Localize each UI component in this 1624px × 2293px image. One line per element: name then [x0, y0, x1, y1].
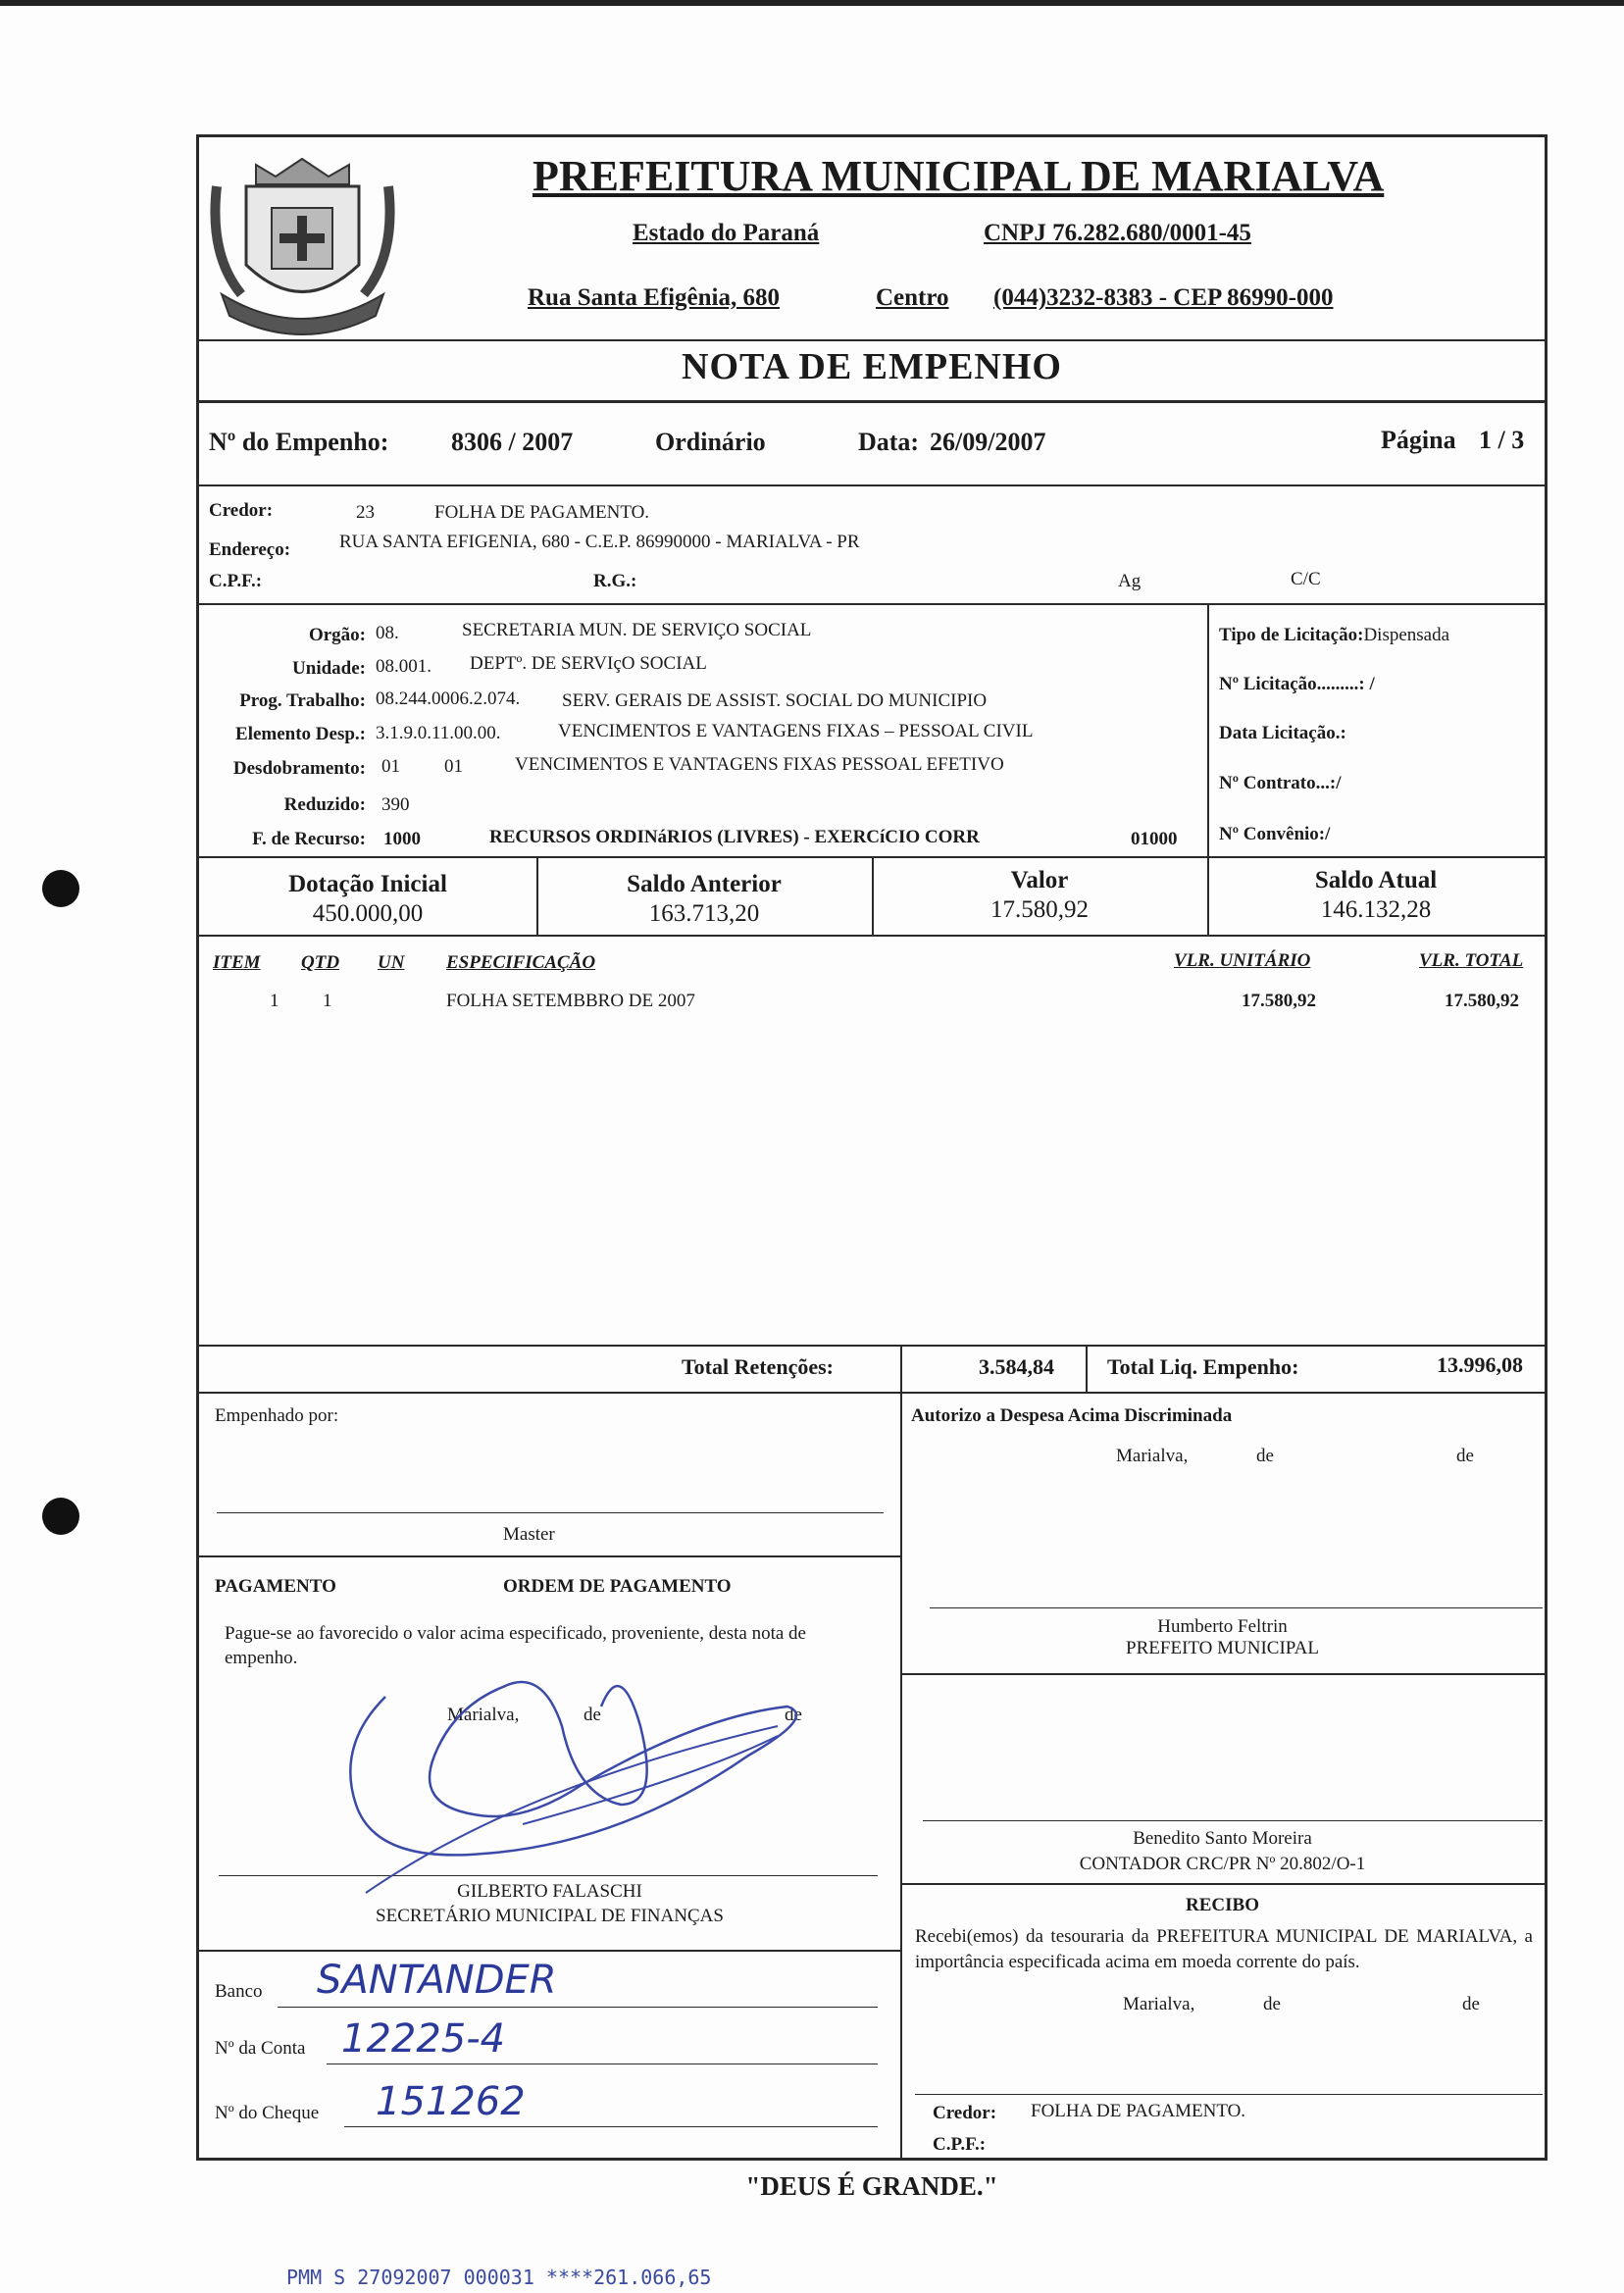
endereco-label: Endereço: — [209, 539, 291, 560]
desdobramento-name: VENCIMENTOS E VANTAGENS FIXAS PESSOAL EFETIVO — [515, 754, 1004, 775]
qtd-header: QTD — [301, 952, 340, 973]
recibo-text: Recebi(emos) da tesouraria da PREFEITURA MUNICIPAL DE MARIALVA, a importância especificada acima em moeda corrente do país. — [915, 1926, 1533, 1972]
municipal-coat-of-arms-icon — [207, 147, 398, 343]
ordem-pagamento-label: ORDEM DE PAGAMENTO — [503, 1576, 732, 1597]
autorizo-label: Autorizo a Despesa Acima Discriminada — [911, 1405, 1233, 1426]
bank-stamp: PMM S 27092007 000031 ****261.066,65 — [286, 2266, 712, 2289]
retencoes-value: 3.584,84 — [979, 1354, 1054, 1379]
empenho-date: 26/09/2007 — [930, 428, 1046, 456]
cheque-label: Nº do Cheque — [215, 2103, 320, 2123]
orgao-label: Orgão: — [308, 625, 366, 645]
empenho-number-label: Nº do Empenho: — [209, 428, 389, 456]
orgao-name: SECRETARIA MUN. DE SERVIÇO SOCIAL — [462, 620, 812, 640]
reduzido-label: Reduzido: — [283, 794, 366, 815]
reduzido-code: 390 — [381, 794, 410, 815]
page-number: 1 / 3 — [1479, 426, 1525, 454]
licitacao-number-label: Nº Licitação.........: / — [1219, 674, 1375, 694]
unidade-code: 08.001. — [376, 656, 431, 677]
vlr-total-header: VLR. TOTAL — [1419, 950, 1524, 971]
secretario-signature-icon — [327, 1667, 876, 1903]
recurso-label: F. de Recurso: — [252, 829, 366, 849]
vlr-unitario-header: VLR. UNITÁRIO — [1174, 950, 1311, 971]
footer-motto: "DEUS É GRANDE." — [745, 2171, 998, 2201]
divider — [199, 1345, 1545, 1347]
recurso-code: 1000 — [383, 829, 421, 849]
empenho-type: Ordinário — [655, 428, 766, 456]
pagamento-label: PAGAMENTO — [215, 1576, 336, 1597]
autorizo-city: Marialva, — [1116, 1446, 1189, 1466]
phone-cep-label: (044)3232-8383 - CEP 86990-000 — [993, 284, 1334, 311]
master-label: Master — [503, 1524, 555, 1545]
state-label: Estado do Paraná — [633, 220, 820, 246]
secretario-name: GILBERTO FALASCHI — [457, 1881, 642, 1902]
item-qtd: 1 — [323, 991, 332, 1011]
recibo-credor-label: Credor: — [933, 2103, 997, 2123]
valor-value: 17.580,92 — [990, 896, 1089, 923]
recibo-credor: FOLHA DE PAGAMENTO. — [1031, 2101, 1246, 2121]
prefeito-name: Humberto Feltrin — [1157, 1616, 1288, 1637]
credor-code: 23 — [356, 502, 375, 523]
desdobramento-code-2: 01 — [444, 756, 463, 777]
tipo-licitacao-label: Tipo de Licitação: — [1219, 625, 1364, 645]
account-label: C/C — [1291, 569, 1321, 589]
doc-title: NOTA DE EMPENHO — [682, 346, 1062, 387]
contrato-label: Nº Contrato...:/ — [1219, 773, 1342, 793]
desdobramento-code-1: 01 — [381, 756, 400, 777]
item-unit-value: 17.580,92 — [1242, 991, 1316, 1011]
cpf-label: C.P.F.: — [209, 571, 263, 591]
divider — [199, 339, 1545, 341]
item-spec: FOLHA SETEMBBRO DE 2007 — [446, 991, 695, 1011]
recibo-title: RECIBO — [1186, 1895, 1259, 1915]
recibo-cpf-label: C.P.F.: — [933, 2134, 987, 2155]
empenhado-por-label: Empenhado por: — [215, 1405, 339, 1426]
cheque-value: 151262 — [376, 2079, 526, 2124]
contador-title: CONTADOR CRC/PR Nº 20.802/O-1 — [1079, 1854, 1366, 1874]
prefeito-title: PREFEITO MUNICIPAL — [1126, 1638, 1319, 1658]
divider — [199, 1950, 900, 1952]
dotacao-label: Dotação Inicial — [288, 871, 447, 897]
empenho-number: 8306 / 2007 — [451, 428, 574, 456]
recibo-de-2: de — [1462, 1994, 1480, 2014]
divider — [1207, 603, 1209, 856]
tipo-licitacao: Dispensada — [1363, 625, 1450, 645]
item-header: ITEM — [213, 952, 261, 973]
divider — [199, 400, 1545, 403]
desdobramento-label: Desdobramento: — [232, 758, 366, 779]
divider — [199, 484, 1545, 486]
signature-line — [930, 1607, 1543, 1608]
divider — [900, 1392, 902, 2161]
pagamento-city: Marialva, — [447, 1705, 520, 1725]
agency-label: Ag — [1118, 571, 1142, 591]
credor-label: Credor: — [209, 500, 274, 521]
divider — [1086, 1345, 1088, 1392]
saldo-atual-value: 146.132,28 — [1320, 896, 1432, 923]
rg-label: R.G.: — [593, 571, 637, 591]
licitacao-date-label: Data Licitação.: — [1219, 723, 1346, 743]
table-row — [199, 991, 1545, 1020]
punch-hole-top — [42, 870, 79, 907]
signature-line — [923, 1820, 1543, 1821]
empenho-date-label: Data: — [858, 428, 920, 456]
elemento-code: 3.1.9.0.11.00.00. — [376, 723, 501, 743]
divider — [900, 1345, 902, 1392]
recibo-city: Marialva, — [1123, 1994, 1195, 2014]
conta-label: Nº da Conta — [215, 2038, 306, 2059]
secretario-title: SECRETÁRIO MUNICIPAL DE FINANÇAS — [376, 1906, 724, 1926]
item-number: 1 — [270, 991, 279, 1011]
banco-label: Banco — [215, 1981, 263, 2002]
divider — [900, 1883, 1545, 1885]
orgao-code: 08. — [376, 623, 399, 643]
autorizo-de-2: de — [1456, 1446, 1474, 1466]
prog-trabalho-name: SERV. GERAIS DE ASSIST. SOCIAL DO MUNICIPIO — [562, 690, 988, 711]
pagamento-de-2: de — [785, 1705, 802, 1725]
page-label: Página — [1381, 426, 1456, 454]
punch-hole-bottom — [42, 1498, 79, 1535]
elemento-name: VENCIMENTOS E VANTAGENS FIXAS – PESSOAL CIVIL — [558, 721, 1034, 741]
divider — [199, 935, 1545, 937]
credor-name: FOLHA DE PAGAMENTO. — [434, 502, 650, 523]
saldo-atual-label: Saldo Atual — [1314, 867, 1438, 893]
credor-address: RUA SANTA EFIGENIA, 680 - C.E.P. 86990000 - MARIALVA - PR — [339, 532, 860, 552]
divider — [199, 1555, 900, 1557]
recibo-de-1: de — [1263, 1994, 1281, 2014]
saldo-anterior-label: Saldo Anterior — [627, 871, 782, 897]
divider — [199, 603, 1545, 605]
signature-line — [915, 2094, 1543, 2095]
pagamento-text: Pague-se ao favorecido o valor acima especificado, proveniente, desta nota de empenho. — [225, 1623, 806, 1668]
recurso-name: RECURSOS ORDINáRIOS (LIVRES) - EXERCíCIO CORR — [489, 827, 980, 847]
contador-name: Benedito Santo Moreira — [1133, 1828, 1312, 1849]
autorizo-de-1: de — [1256, 1446, 1274, 1466]
cnpj-label: CNPJ 76.282.680/0001-45 — [984, 220, 1251, 246]
conta-value: 12225-4 — [341, 2016, 506, 2062]
nota-de-empenho-form — [196, 134, 1548, 2161]
banco-value: SANTANDER — [317, 1958, 557, 2003]
un-header: UN — [378, 952, 405, 973]
item-total-value: 17.580,92 — [1445, 991, 1519, 1011]
banco-line — [278, 2007, 878, 2008]
scan-top-edge — [0, 0, 1624, 6]
signature-line — [217, 1512, 884, 1513]
elemento-label: Elemento Desp.: — [235, 724, 366, 744]
convenio-label: Nº Convênio:/ — [1219, 824, 1331, 844]
prog-trabalho-code: 08.244.0006.2.074. — [376, 688, 521, 709]
divider — [900, 1673, 1545, 1675]
liq-empenho-label: Total Liq. Empenho: — [1107, 1354, 1299, 1379]
prog-trabalho-label: Prog. Trabalho: — [239, 690, 366, 711]
page-title: PREFEITURA MUNICIPAL DE MARIALVA — [533, 152, 1385, 200]
valor-label: Valor — [1010, 867, 1069, 893]
dotacao-value: 450.000,00 — [312, 900, 424, 927]
unidade-label: Unidade: — [292, 658, 366, 679]
licitacao-type — [1219, 625, 1449, 646]
cheque-line — [344, 2126, 878, 2127]
saldo-anterior-value: 163.713,20 — [648, 900, 760, 927]
retencoes-label: Total Retenções: — [682, 1354, 834, 1379]
recurso-code-2: 01000 — [1131, 829, 1178, 849]
unidade-name: DEPTº. DE SERVIçO SOCIAL — [470, 653, 707, 674]
address-label: Rua Santa Efigênia, 680 — [528, 284, 780, 311]
divider — [199, 1392, 1545, 1394]
pagamento-de-1: de — [584, 1705, 601, 1725]
liq-empenho-value: 13.996,08 — [1437, 1352, 1523, 1377]
district-label: Centro — [876, 284, 949, 311]
especificacao-header: ESPECIFICAÇÃO — [446, 952, 596, 973]
